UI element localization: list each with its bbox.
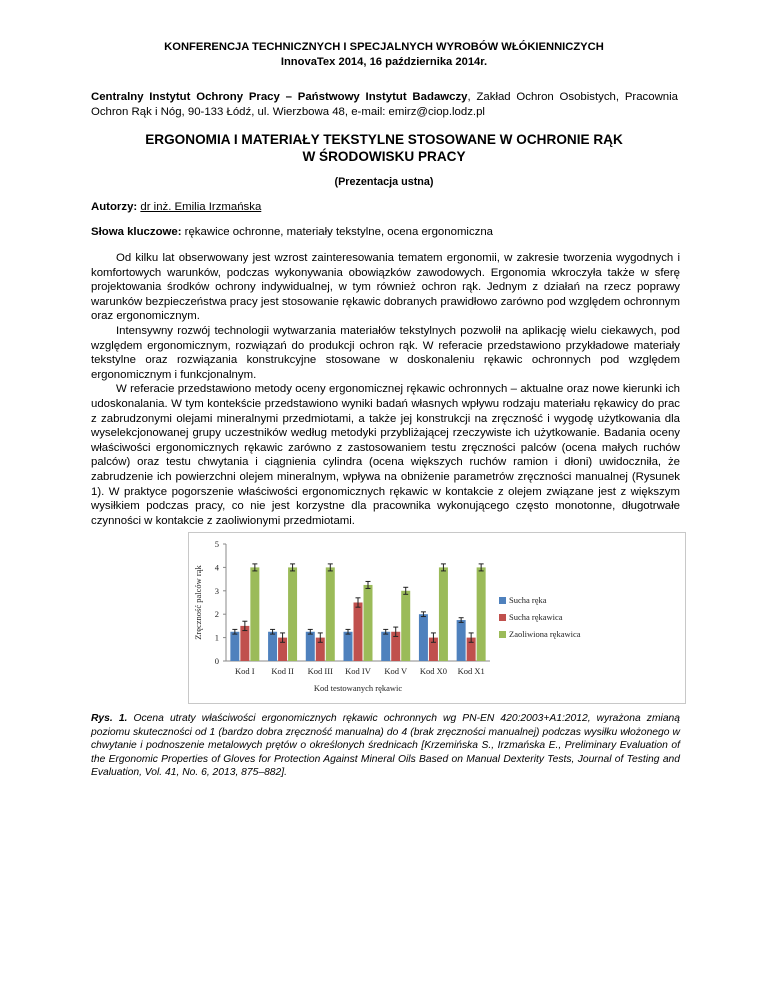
bar <box>457 620 466 661</box>
caption-label: Rys. 1. <box>91 713 128 724</box>
x-axis-title: Kod testowanych rękawic <box>313 683 403 693</box>
bar <box>288 567 297 661</box>
keywords-label: Słowa kluczowe: <box>91 226 182 238</box>
legend-swatch <box>499 614 506 621</box>
affiliation <box>91 90 678 120</box>
keywords-line <box>91 226 681 238</box>
x-tick-label: Kod X0 <box>419 666 448 676</box>
y-tick-label: 2 <box>214 609 219 620</box>
y-tick-label: 0 <box>214 656 219 666</box>
y-tick-label: 5 <box>214 539 219 549</box>
conference-name: KONFERENCJA TECHNICZNYCH I SPECJALNYCH WYROBÓW WŁÓKIENNICZYCH <box>164 41 604 53</box>
bar <box>477 567 486 661</box>
bar <box>240 626 249 661</box>
legend-label: Zaoliwiona rękawica <box>509 629 581 639</box>
y-tick-label: 4 <box>214 562 219 573</box>
bar <box>401 591 410 661</box>
presentation-type: (Prezentacja ustna) <box>334 176 434 188</box>
bar <box>250 567 259 661</box>
bar <box>230 632 239 661</box>
bar <box>354 603 363 662</box>
title-line-2: W ŚRODOWISKU PRACY <box>302 149 466 164</box>
x-tick-label: Kod IV <box>345 666 371 676</box>
paragraph-2: Intensywny rozwój technologii wytwarzania materiałów tekstylnych pozwolił na aplikację wielu ciekawych, pod względem ergonomicznym, rozwiązań do produkcji ochron rąk. W referacie przedstawiono przykładowe materiały tekstylne oraz rozwiązania konstrukcyjne stosowane w doskonaleniu rękawic ochronnych pod względem ergonomicznym i funkcjonalnym. <box>91 324 680 381</box>
legend-swatch <box>499 631 506 638</box>
x-tick-label: Kod II <box>271 666 294 676</box>
caption-text: Ocena utraty właściwości ergonomicznych rękawic ochronnych wg PN-EN 420:2003+A1:2012, wyrażona zmianą poziomu skuteczności od 1 (bardzo dobra zręczność manualna) do 4 (brak zręczności manualnej) podczas wysiłku włożonego w chwytanie i podnoszenie metalowych prętów o określonych średnicach [Krzemińska S., Irzmańska E., Preliminary Evaluation of the Ergonomic Properties of Gloves for Protection Against Mineral Oils Based on Manual Dexterity Tests, Journal of Testing and Evaluation, Vol. 41, No. 6, 2013, 875–882]. <box>91 713 680 779</box>
bar <box>364 585 373 661</box>
y-tick-label: 1 <box>214 632 219 643</box>
figure-caption <box>91 712 680 780</box>
paragraph-3: W referacie przedstawiono metody oceny ergonomicznej rękawic ochronnych – aktualne oraz nowe kierunki ich udoskonalania. W tym kontekście przedstawiono wyniki badań własnych wpływu rodzaju materiału rękawicy do prac z zabrudzonymi olejami mineralnymi przedmiotami, a także jej konstrukcji na zręczność i wygodę użytkowania dla wyselekcjonowanej grupy uczestników według metodyki przybliżającej rzeczywiste ich użytkowanie. Badania oceny właściwości ergonomicznych rękawic zarówno z zastosowaniem testu zręczności palców (ocena małych ruchów palców) oraz testu chwytania i ciągnienia cylindra (ocena większych ruchów ramion i dłoni) uwidoczniła, że zabrudzenie ich powierzchni olejem mineralnym, wpływa na obniżenie parametrów zręczności manualnej (Rysunek 1). W praktyce pogorszenie właściwości ergonomicznych rękawic w kontakcie z olejem związane jest z większym wysiłkiem podczas pracy, co nie jest korzystne dla pracownika wykonującego często monotonne, długotrwałe czynności w kontakcie z zaoliwionymi przedmiotami. <box>91 383 680 527</box>
title-line-1: ERGONOMIA I MATERIAŁY TEKSTYLNE STOSOWANE W OCHRONIE RĄK <box>145 132 623 147</box>
bar <box>326 567 335 661</box>
x-tick-label: Kod X1 <box>457 666 485 676</box>
affiliation-details: , Zakład Ochron Osobistych, Pracownia Ochron Rąk i Nóg, 90-133 Łódź, ul. Wierzbowa 48, e-mail: emirz@ciop.lodz.pl <box>91 91 678 118</box>
legend-label: Sucha ręka <box>509 595 547 605</box>
bar <box>419 614 428 661</box>
legend-label: Sucha rękawica <box>509 612 563 622</box>
y-tick-label: 3 <box>214 585 219 596</box>
keywords-text: rękawice ochronne, materiały tekstylne, ocena ergonomiczna <box>181 226 494 238</box>
bar <box>381 632 390 661</box>
author-name: dr inż. Emilia Irzmańska <box>140 201 262 213</box>
x-tick-label: Kod I <box>235 666 255 676</box>
chart-svg <box>189 533 685 703</box>
institute-name: Centralny Instytut Ochrony Pracy – Państwowy Instytut Badawczy <box>91 91 468 103</box>
dexterity-chart <box>188 532 686 704</box>
legend-swatch <box>499 597 506 604</box>
bar <box>268 632 277 661</box>
x-tick-label: Kod III <box>307 666 333 676</box>
authors-line <box>91 201 261 213</box>
bar <box>439 567 448 661</box>
paper-title <box>60 131 708 165</box>
bar <box>306 632 315 661</box>
conference-date: InnovaTex 2014, 16 października 2014r. <box>280 56 488 68</box>
authors-label: Autorzy: <box>91 201 138 213</box>
bar <box>344 632 353 661</box>
conference-header <box>0 40 768 70</box>
y-axis-title: Zręczność palców rąk <box>193 565 203 640</box>
paragraph-1: Od kilku lat obserwowany jest wzrost zainteresowania tematem ergonomii, w zakresie tworzenia wygodnych i komfortowych warunków, podczas wykonywania obowiązków zawodowych. Ergonomia wkroczyła także w sferę projektowania środków ochrony indywidualnej, w tym również ochron rąk. Jednym z działań na rzecz poprawy warunków bezpieczeństwa pracy jest stosowanie rękawic dobranych prawidłowo zarówno pod względem ochronnym oraz ergonomicznym. <box>91 252 680 323</box>
x-tick-label: Kod V <box>384 666 408 676</box>
abstract-body <box>91 251 680 528</box>
